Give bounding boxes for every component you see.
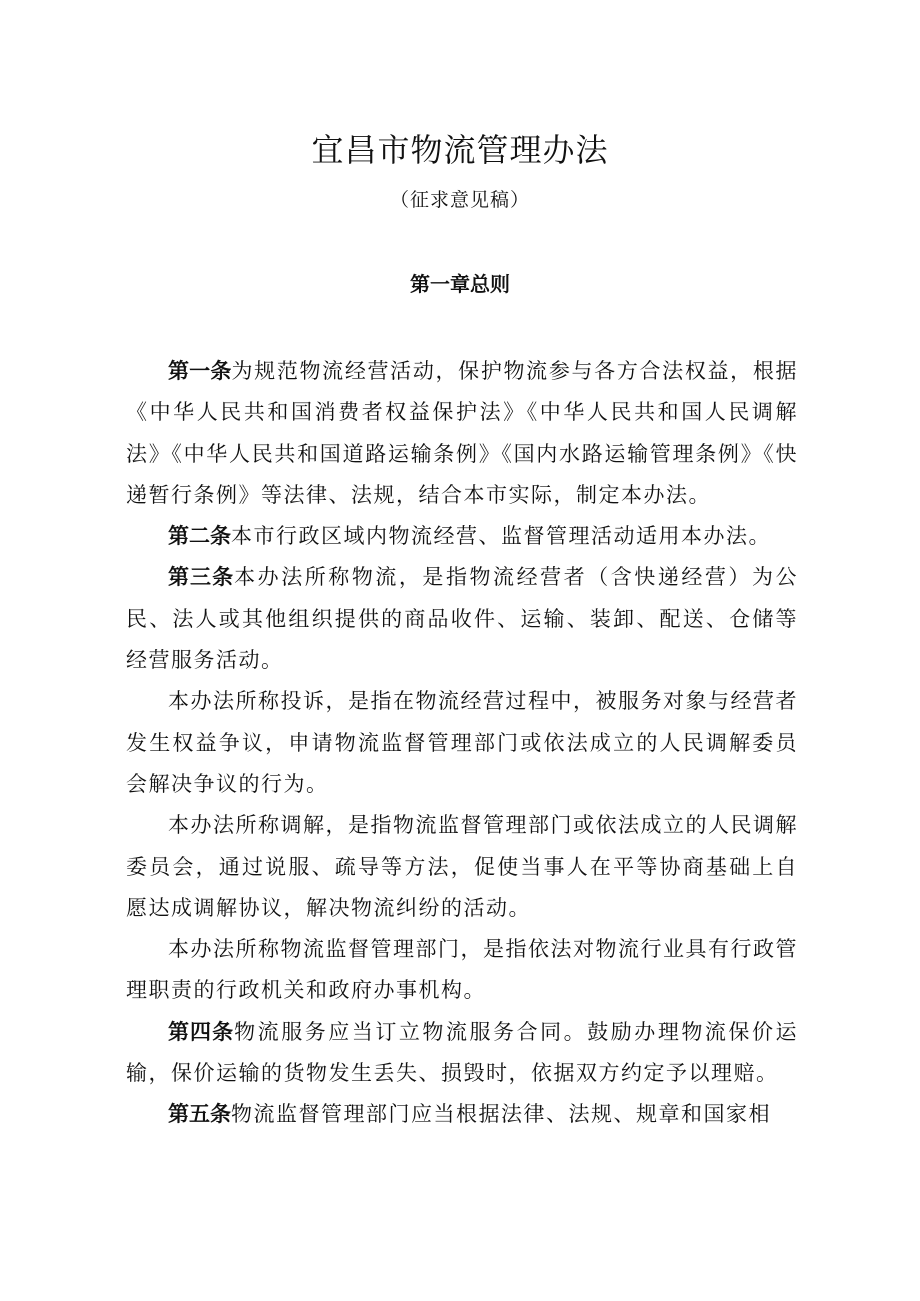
document-title: 宜昌市物流管理办法 (311, 131, 609, 169)
article-text: 物流服务应当订立物流服务合同。鼓励办理物流保价运输，保价运输的货物发生丢失、损毁时，依据双方约定予以理赔。 (126, 1019, 799, 1086)
article-label: 第二条 (168, 524, 231, 549)
article-1 (126, 351, 798, 516)
article-5 (126, 1094, 798, 1135)
paragraph-text: 本办法所称物流监督管理部门，是指依法对物流行业具有行政管理职责的行政机关和政府办事机构。 (126, 937, 798, 1003)
article-3 (126, 557, 798, 681)
document-subtitle: （征求意见稿） (389, 189, 530, 211)
article-4 (126, 1012, 798, 1095)
article-text: 本办法所称物流，是指物流经营者（含快递经营）为公民、法人或其他组织提供的商品收件、运输、装卸、配送、仓储等经营服务活动。 (126, 565, 799, 673)
article-text: 物流监督管理部门应当根据法律、法规、规章和国家相 (231, 1102, 771, 1127)
article-label: 第五条 (168, 1102, 231, 1127)
document-body (126, 351, 798, 1136)
article-label: 第一条 (168, 359, 232, 383)
article-label: 第三条 (168, 565, 235, 590)
article-text: 为规范物流经营活动，保护物流参与各方合法权益，根据《中华人民共和国消费者权益保护法》《中华人民共和国人民调解法》《中华人民共和国道路运输条例》《国内水路运输管理条例》《快递暂行条例》等法律、法规，结合本市实际，制定本办法。 (126, 359, 798, 507)
article-label: 第四条 (168, 1019, 235, 1044)
chapter-heading: 第一章总则 (410, 272, 510, 296)
paragraph-text: 本办法所称投诉，是指在物流经营过程中，被服务对象与经营者发生权益争议，申请物流监督管理部门或依法成立的人民调解委员会解决争议的行为。 (126, 689, 798, 796)
paragraph-text: 本办法所称调解，是指物流监督管理部门或依法成立的人民调解委员会，通过说服、疏导等方法，促使当事人在平等协商基础上自愿达成调解协议，解决物流纠纷的活动。 (126, 813, 798, 920)
paragraph-mediation-definition (126, 805, 798, 929)
paragraph-complaint-definition (126, 681, 798, 805)
paragraph-authority-definition (126, 929, 798, 1012)
article-text: 本市行政区域内物流经营、监督管理活动适用本办法。 (231, 524, 771, 549)
article-2 (126, 516, 798, 557)
